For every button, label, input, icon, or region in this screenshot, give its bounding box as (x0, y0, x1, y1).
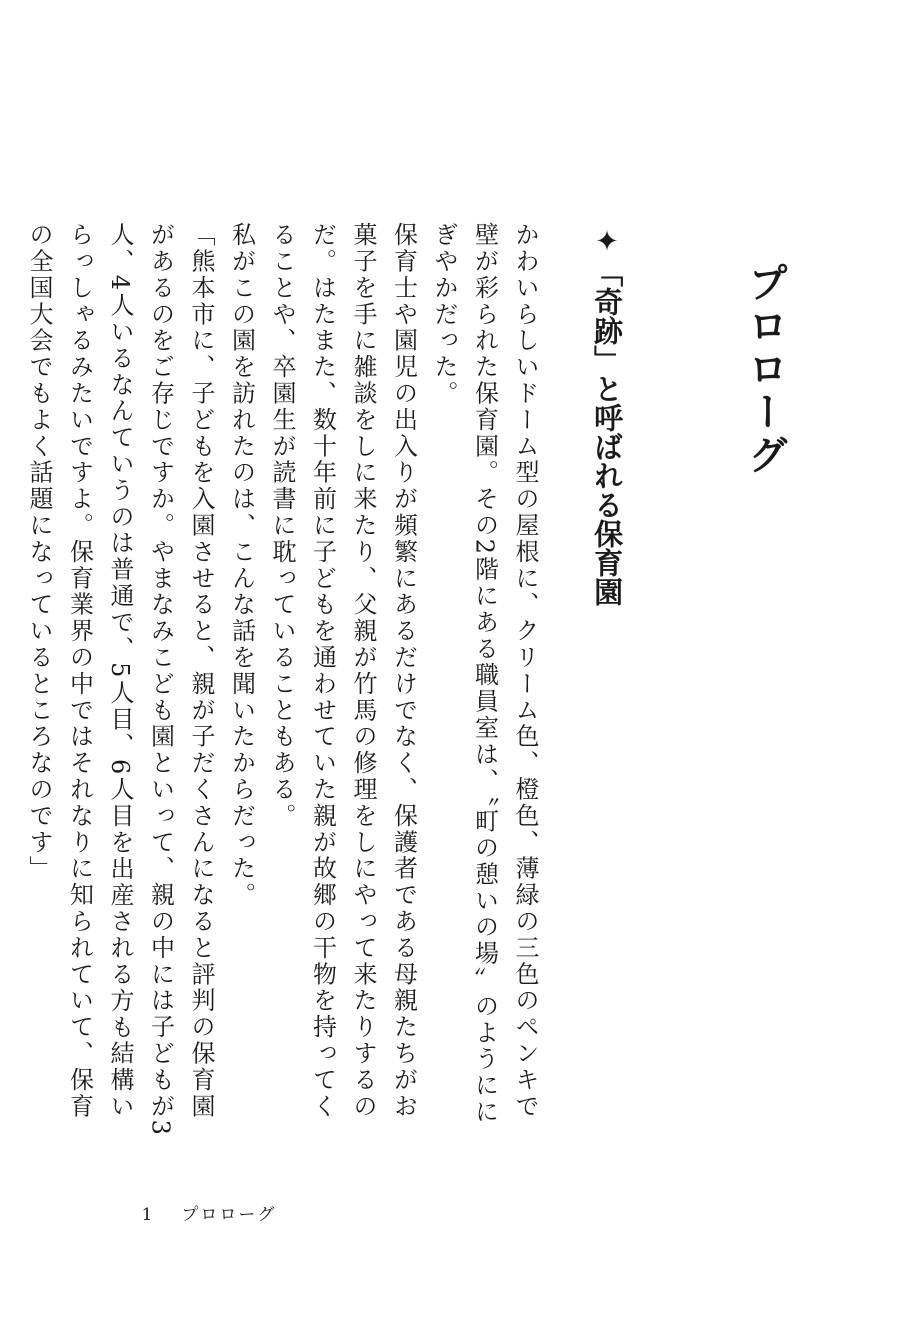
paragraph-3: 私がこの園を訪れたのは、こんな話を聞いたからだった。 (227, 222, 256, 909)
page-footer (118, 1207, 276, 1224)
running-head: プロローグ (181, 1205, 277, 1225)
paragraph-4: 「熊本市に、子どもを入園させると、親が子だくさんになると評判の保育園があるのをご存じですか。やまなみこども園といって、親の中には子どもが3人、4人いるなんていうのは普通で、5人目、6人目を出産される方も結構いらっしゃるみたいですよ。保育業界の中ではそれなりに知られていて、保育の全国大会でもよく話題になっているところなのです」 (25, 222, 215, 1138)
page-number: 1 (141, 1205, 153, 1225)
section-heading: ✦「奇跡」と呼ばれる保育園 (590, 224, 625, 606)
body-text (25, 222, 545, 1142)
chapter-title: プロローグ (741, 262, 788, 477)
paragraph-1: かわいらしいドーム型の屋根に、クリーム色、橙色、薄緑の三色のペンキで壁が彩られた保育園。その2階にある職員室は、〝町の憩いの場〟のようににぎやかだった。 (430, 222, 539, 1126)
paragraph-2: 保育士や園児の出入りが頻繁にあるだけでなく、保護者である母親たちがお菓子を手に雑談をしに来たり、父親が竹馬の修理をしにやって来たりするのだ。はたまた、数十年前に子どもを通わせていた親が故郷の干物を持ってくることや、卒園生が読書に耽っていることもある。 (268, 222, 418, 1120)
